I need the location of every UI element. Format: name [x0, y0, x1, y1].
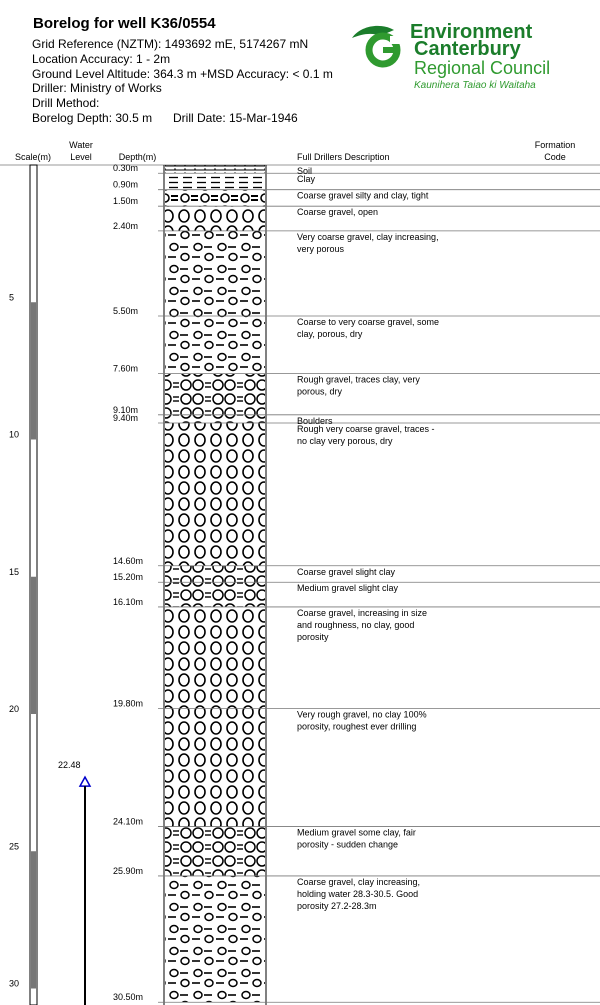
- depth-label: 1.50m: [113, 196, 139, 207]
- layer-description: Very rough gravel, no clay 100% porosity, roughest ever drilling: [297, 709, 427, 732]
- lithology-layer: [165, 231, 265, 316]
- location-accuracy: Location Accuracy: 1 - 2m: [32, 52, 171, 66]
- depth-label: 24.10m: [113, 816, 144, 827]
- layer-description: Coarse gravel slight clay: [297, 566, 396, 577]
- layer-description: Rough gravel, traces clay, very porous, dry: [297, 374, 420, 397]
- description-column-header: Full Drillers Description: [297, 152, 390, 162]
- layer-description: Coarse gravel, open: [297, 207, 379, 218]
- depth-label: 5.50m: [113, 305, 139, 316]
- scale-column-header: Scale(m): [14, 152, 51, 162]
- scale-band: [31, 577, 36, 714]
- lithology-layer: [165, 607, 265, 709]
- scale-band: [31, 302, 36, 439]
- depth-label: 25.90m: [113, 865, 144, 876]
- water-level-header-line2: Level: [70, 152, 92, 162]
- drill-method: Drill Method:: [32, 96, 100, 110]
- lithology-layer: [165, 582, 265, 607]
- ground-level-altitude: Ground Level Altitude: 364.3 m +MSD Accuracy: < 0.1 m: [32, 67, 333, 81]
- lithology-layer: [165, 190, 265, 206]
- depth-label: 0.30m: [113, 163, 139, 174]
- scale-tick-label: 30: [9, 978, 20, 989]
- depth-label: 30.50m: [113, 992, 144, 1003]
- drill-date: Drill Date: 15-Mar-1946: [173, 111, 298, 125]
- water-level-value: 22.48: [58, 760, 81, 771]
- logo-line-2: Canterbury: [414, 38, 521, 60]
- lithology-layer: [165, 876, 265, 1002]
- borelog-title: Borelog for well K36/0554: [33, 15, 216, 32]
- logo-line-1: Environment: [410, 21, 533, 43]
- borelog-depth: Borelog Depth: 30.5 m: [32, 111, 153, 125]
- driller: Driller: Ministry of Works: [32, 81, 162, 95]
- depth-label: 2.40m: [113, 220, 139, 231]
- scale-tick-label: 25: [9, 841, 20, 852]
- lithology-layer: [165, 374, 265, 415]
- layer-description: Coarse gravel, increasing in size and roughness, no clay, good porosity: [297, 607, 428, 642]
- scale-tick-label: 5: [9, 292, 15, 303]
- logo-line-3: Regional Council: [414, 58, 551, 78]
- layer-description: Coarse gravel silty and clay, tight: [297, 190, 429, 201]
- lithology-layer: [165, 316, 265, 374]
- depth-label: 7.60m: [113, 363, 139, 374]
- water-level-header-line1: Water: [69, 140, 93, 150]
- layer-description: Medium gravel slight clay: [297, 583, 399, 594]
- lithology-layer: [165, 173, 265, 189]
- lithology-layer: [165, 206, 265, 231]
- scale-tick-label: 10: [9, 429, 20, 440]
- lithology-layer: [165, 827, 265, 876]
- grid-reference: Grid Reference (NZTM): 1493692 mE, 5174267 mN: [32, 37, 309, 51]
- layer-description: Rough very coarse gravel, traces -no clay very porous, dry: [297, 424, 435, 447]
- depth-label: 14.60m: [113, 555, 144, 566]
- scale-tick-label: 20: [9, 704, 20, 714]
- lithology-layer: [165, 566, 265, 582]
- depth-label: 9.40m: [113, 413, 139, 424]
- depth-label: 16.10m: [113, 596, 144, 607]
- formation-code-header-line2: Code: [544, 152, 566, 162]
- depth-label: 0.90m: [113, 179, 139, 190]
- depth-column-header: Depth(m): [118, 152, 157, 162]
- water-level-triangle-icon: [80, 777, 90, 786]
- lithology-layer: [165, 423, 265, 566]
- scale-band: [31, 851, 36, 988]
- scale-tick-label: 15: [9, 566, 20, 577]
- layer-description: Clay: [297, 174, 316, 185]
- depth-label: 19.80m: [113, 698, 144, 709]
- lithology-layer: [165, 165, 265, 173]
- layer-description: Boulders: [297, 415, 333, 426]
- formation-code-header-line1: Formation: [534, 140, 576, 150]
- lithology-layer: [165, 709, 265, 827]
- layer-description: Coarse to very coarse gravel, some clay, porous, dry: [297, 316, 440, 339]
- depth-label: 15.20m: [113, 572, 144, 583]
- layer-description: Very coarse gravel, clay increasing, very porous: [297, 231, 439, 254]
- logo-tagline: Kaunihera Taiao ki Waitaha: [414, 80, 536, 91]
- lithology-layer: [165, 415, 265, 423]
- layer-description: Medium gravel some clay, fair porosity - sudden change: [297, 827, 416, 850]
- depth-label: 9.10m: [113, 404, 139, 415]
- layer-description: Coarse gravel, clay increasing, holding water 28.3-30.5. Good porosity 27.2-28.3m: [297, 876, 421, 911]
- layer-description: Soil: [297, 166, 313, 176]
